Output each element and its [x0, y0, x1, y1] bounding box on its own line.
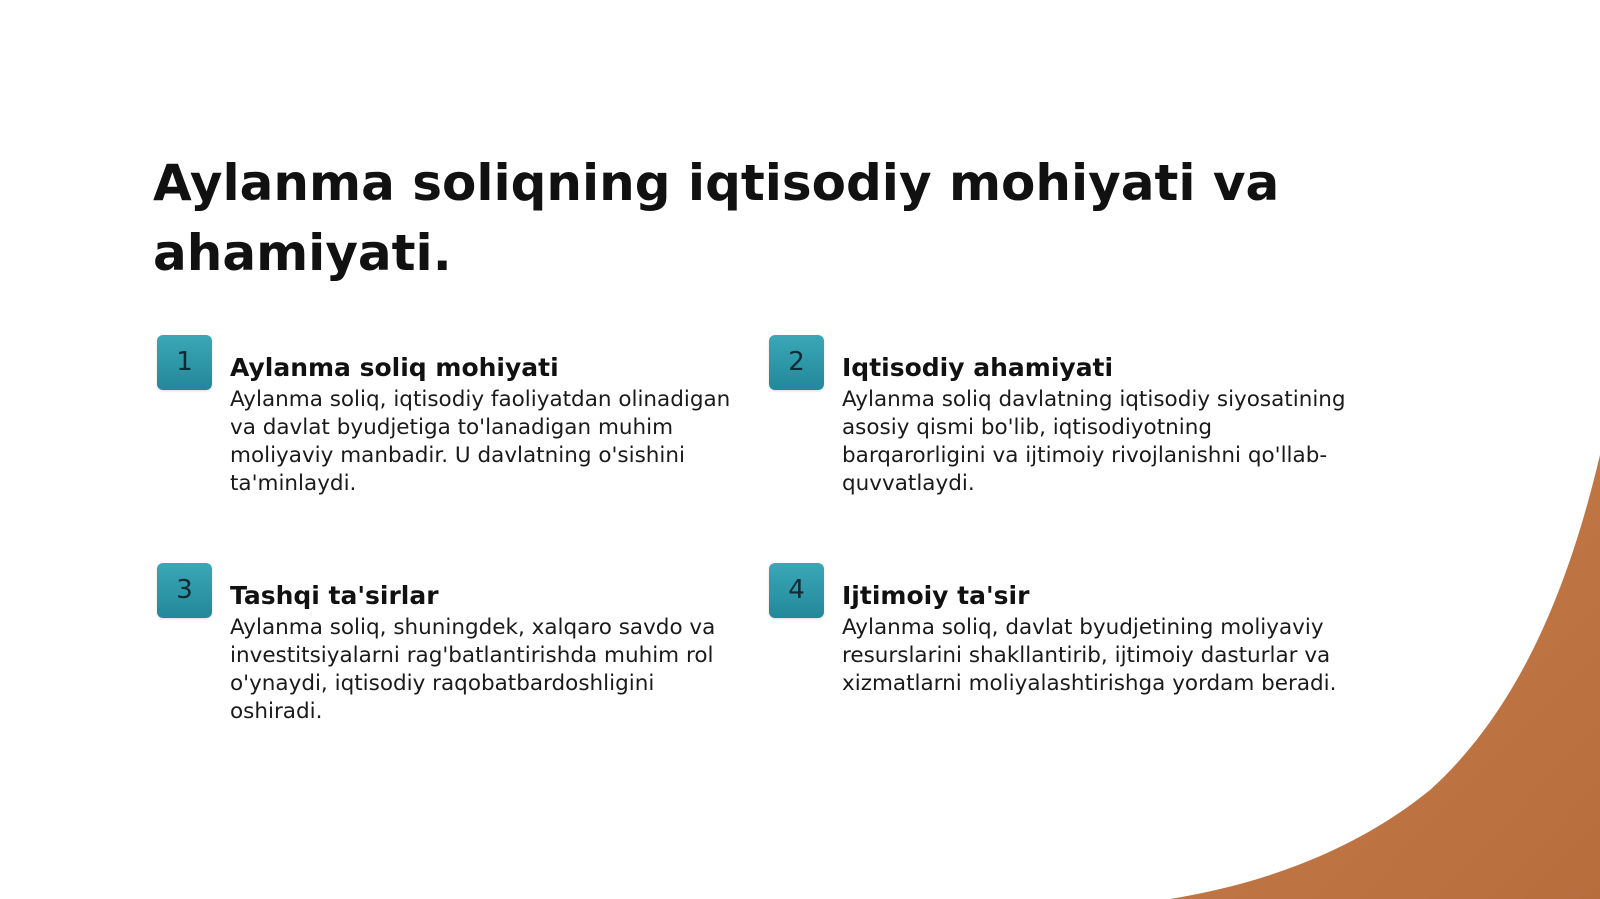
- slide-title: Aylanma soliqning iqtisodiy mohiyati va ahamiyati.: [153, 154, 1280, 282]
- number-badge: 3: [157, 563, 212, 618]
- number-badge: 1: [157, 335, 212, 390]
- card-heading: Aylanma soliq mohiyati: [230, 353, 559, 382]
- card-description: Aylanma soliq, iqtisodiy faoliyatdan olinadigan va davlat byudjetiga to'lanadigan muhim moliyaviy manbadir. U davlatning o'sishini ta'minlaydi.: [230, 387, 731, 496]
- number-badge: 2: [769, 335, 824, 390]
- card-description: Aylanma soliq davlatning iqtisodiy siyosatining asosiy qismi bo'lib, iqtisodiyotning barqarorligini va ijtimoiy rivojlanishni qo'llab-quvvatlaydi.: [842, 387, 1346, 496]
- card-description: Aylanma soliq, davlat byudjetining moliyaviy resurslarini shakllantirib, ijtimoiy dasturlar va xizmatlarni moliyalashtirishga yordam beradi.: [842, 615, 1337, 696]
- card-heading: Iqtisodiy ahamiyati: [842, 353, 1114, 382]
- card-description: Aylanma soliq, shuningdek, xalqaro savdo va investitsiyalarni rag'batlantirishda muhim rol o'ynaydi, iqtisodiy raqobatbardoshligini oshiradi.: [230, 615, 716, 724]
- card-heading: Ijtimoiy ta'sir: [842, 581, 1030, 610]
- number-badge: 4: [769, 563, 824, 618]
- card-heading: Tashqi ta'sirlar: [230, 581, 439, 610]
